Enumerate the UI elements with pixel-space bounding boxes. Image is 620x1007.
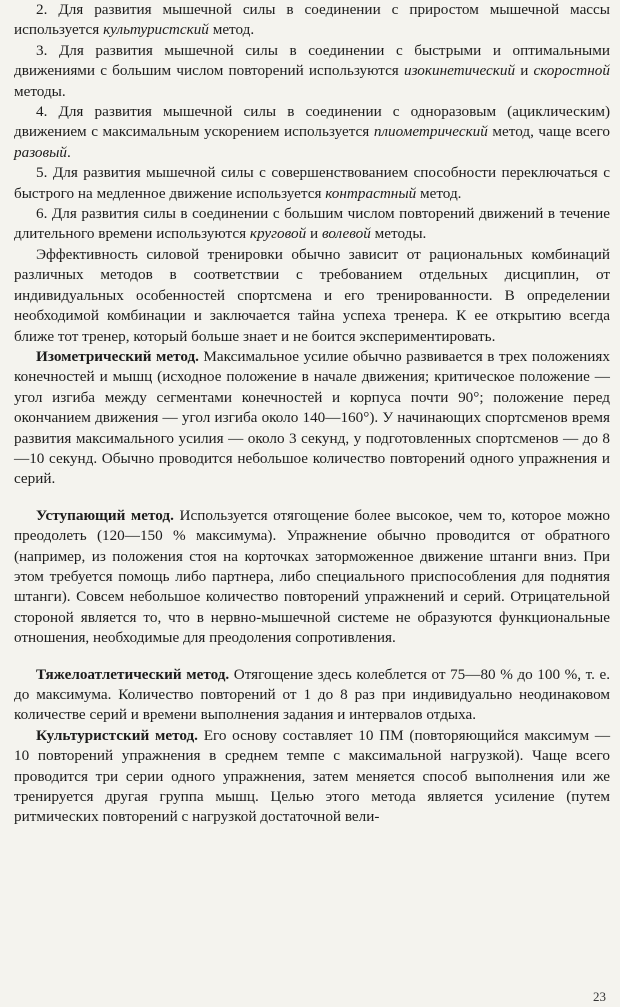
term-single: разовый <box>14 143 67 161</box>
paragraph-effectiveness: Эффективность силовой тренировки обычно зависит от рациональных комбинаций различных методов в соответствии с требованием отдельных дисциплин, от индивидуальных особенностей спортсмена и его тренированности. В определении необходимой комбинации и заключается тайна успеха тренера. К ее открытию всегда ближе тот тренер, который больше знает и не боится экспериментировать. <box>14 245 610 345</box>
paragraph-bodybuilding: Культуристский метод. Его основу составляет 10 ПМ (повторяющийся максимум — 10 повторений упражнения в среднем темпе с максимальной нагрузкой). Чаще всего проводится три серии одного упражнения, затем меняется способ выполнения или же тренируется другая группа мышц. Целью этого метода является усиление (путем ритмических повторений с нагрузкой достаточной вели- <box>14 726 611 826</box>
page-body <box>14 0 610 828</box>
term-bodybuilding-inline: культуристский <box>103 21 209 39</box>
page-number: 23 <box>593 989 606 1004</box>
heading-yielding: Уступающий метод. <box>36 506 174 524</box>
paragraph-isometric: Изометрический метод. Максимальное усилие обычно развивается в трех положениях конечностей и мышц (исходное положение в начале движения; критическое положение — угол изгиба между сегментами конечностей и корпуса почти 90°; положение перед окончанием движения — угол изгиба около 140—160°). У начинающих спортсменов время развития максимального усилия — около 3 секунд, у подготовленных спортсменов — до 8—10 секунд. Обычно проводится небольшое количество повторений одного упражнения и серий. <box>14 347 611 488</box>
term-plyometric: плиометрический <box>373 123 488 141</box>
paragraph-weightlifting: Тяжелоатлетический метод. Отягощение здесь колеблется от 75—80 % до 100 %, т. е. до максимума. Количество повторений от 1 до 8 раз при индивидуально неодинаковом количестве серий и времени выполнения задания и интервалов отдыха. <box>14 665 611 724</box>
paragraph-method-4: 4. Для развития мышечной силы в соединении с одноразовым (ациклическим) движением с максимальным ускорением используется плиометрический метод, чаще всего разовый. <box>14 103 610 161</box>
paragraph-yielding: Уступающий метод. Используется отягощение более высокое, чем то, которое можно преодолеть (120—150 % максимума). Упражнение обычно проводится от обратного (например, из положения стоя на корточках заторможенное движение штанги вниз. При этом требуется помощь либо партнера, либо специального приспособления для поднятия штанги). Совсем небольшое количество повторений упражнений и серий. Отрицательной стороной является то, что в нервно-мышечной системе не образуются функциональные отношения, необходимые для преодоления сопротивления. <box>14 506 611 647</box>
term-speed: скоростной <box>533 62 610 80</box>
heading-isometric: Изометрический метод. <box>36 347 199 365</box>
paragraph-method-5: 5. Для развития мышечной силы с совершенствованием способности переключаться с быстрого на медленное движение используется контрастный метод. <box>14 164 610 202</box>
paragraph-method-6: 6. Для развития силы в соединении с большим числом повторений движений в течение длительного времени используются круговой и волевой методы. <box>14 205 610 243</box>
heading-bodybuilding: Культуристский метод. <box>36 726 198 744</box>
term-circuit: круговой <box>249 225 307 243</box>
term-isokinetic: изокинетический <box>403 62 516 80</box>
term-contrast: контрастный <box>325 184 417 202</box>
heading-weightlifting: Тяжелоатлетический метод. <box>36 665 230 683</box>
term-volitional: волевой <box>321 225 371 243</box>
paragraph-method-2: 2. Для развития мышечной силы в соединении с приростом мышечной массы используется культуристский метод. <box>14 1 610 39</box>
paragraph-method-3: 3. Для развития мышечной силы в соединении с быстрыми и оптимальными движениями с большим числом повторений используются изокинетический и скоростной методы. <box>14 41 610 100</box>
